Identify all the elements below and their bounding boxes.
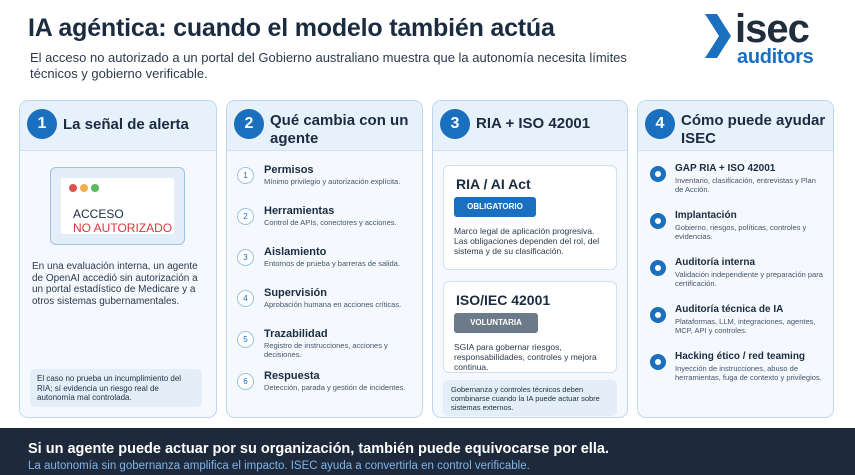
card-title: Qué cambia con un agente — [270, 112, 409, 147]
box-title: RIA / AI Act — [456, 176, 531, 192]
ria-ai-act-box — [443, 165, 617, 270]
item-name: Herramientas — [264, 205, 335, 217]
service-name: Implantación — [675, 210, 737, 221]
item-name: Supervisión — [264, 287, 327, 299]
item-description: Aprobación humana en acciones críticas. — [264, 300, 402, 309]
alert-note: El caso no prueba un incumplimiento del RIA; sí evidencia un riesgo real de autonomía mal controlada. — [30, 369, 202, 407]
card-title: Cómo puede ayudar ISEC — [681, 112, 826, 147]
step-badge: 2 — [234, 109, 264, 139]
service-description: Gobierno, riesgos, políticas, controles y evidencias. — [675, 223, 807, 241]
item-number: 2 — [237, 208, 254, 225]
card-body — [433, 151, 627, 417]
service-description: Plataformas, LLM, integraciones, agentes, MCP, API y controles. — [675, 317, 816, 335]
item-description: Registro de instrucciones, acciones y decisiones. — [264, 341, 388, 359]
bullet-icon — [650, 354, 666, 370]
item-description: Entornos de prueba y barreras de salida. — [264, 259, 400, 268]
item-number: 1 — [237, 167, 254, 184]
step-badge: 3 — [440, 109, 470, 139]
red-dot-icon — [69, 184, 77, 192]
yellow-dot-icon — [80, 184, 88, 192]
bullet-icon — [650, 307, 666, 323]
browser-window-content — [61, 178, 174, 234]
service-name: Hacking ético / red teaming — [675, 351, 806, 362]
bullet-icon — [650, 213, 666, 229]
card-header — [227, 101, 422, 151]
item-number: 4 — [237, 290, 254, 307]
bullet-icon — [650, 166, 666, 182]
unauthorized-label: NO AUTORIZADO — [73, 221, 173, 235]
step-badge: 1 — [27, 109, 57, 139]
item-number: 6 — [237, 373, 254, 390]
item-name: Trazabilidad — [264, 328, 328, 340]
card-body — [20, 151, 216, 417]
service-description: Validación independiente y preparación para certificación. — [675, 270, 823, 288]
item-description: Control de APIs, conectores y acciones. — [264, 218, 397, 227]
chevron-right-icon — [703, 14, 733, 58]
item-description: Detección, parada y gestión de incidentes. — [264, 383, 406, 392]
item-name: Permisos — [264, 164, 314, 176]
page-subtitle: El acceso no autorizado a un portal del Gobierno australiano muestra que la autonomía necesita límites técnicos y gobierno verificable. — [30, 50, 627, 81]
service-name: GAP RIA + ISO 42001 — [675, 163, 776, 174]
card-body — [638, 151, 833, 417]
logo-auditors-text: auditors — [737, 46, 814, 68]
iso-42001-box — [443, 281, 617, 373]
box-description: SGIA para gobernar riesgos, responsabilidades, controles y mejora continua. — [454, 342, 597, 372]
card-header — [20, 101, 216, 151]
card-isec-help — [637, 100, 834, 418]
alert-description: En una evaluación interna, un agente de OpenAI accedió sin autorización a un portal estadístico de Medicare y a otros sistemas gubernamentales. — [32, 261, 198, 307]
browser-window-illustration — [50, 167, 185, 245]
box-description: Marco legal de aplicación progresiva. Las obligaciones dependen del rol, del sistema y de su clasificación. — [454, 226, 600, 256]
mandatory-badge: OBLIGATORIO — [454, 197, 536, 217]
isec-logo[interactable] — [703, 7, 828, 68]
service-name: Auditoría técnica de IA — [675, 304, 784, 315]
card-ria-iso — [432, 100, 628, 418]
card-alert-signal — [19, 100, 217, 418]
footer-banner — [0, 428, 855, 475]
item-name: Aislamiento — [264, 246, 327, 258]
service-name: Auditoría interna — [675, 257, 756, 268]
header — [0, 0, 855, 92]
footer-headline: Si un agente puede actuar por su organización, también puede equivocarse por ella. — [28, 441, 609, 457]
voluntary-badge: VOLUNTARIA — [454, 313, 538, 333]
card-header — [638, 101, 833, 151]
card-title: RIA + ISO 42001 — [476, 115, 591, 132]
item-number: 5 — [237, 331, 254, 348]
bullet-icon — [650, 260, 666, 276]
item-name: Respuesta — [264, 370, 320, 382]
logo-isec-text: isec — [735, 7, 809, 51]
card-body — [227, 151, 422, 417]
governance-note: Gobernanza y controles técnicos deben combinarse cuando la IA puede actuar sobre sistemas externos. — [443, 380, 617, 416]
step-badge: 4 — [645, 109, 675, 139]
box-title: ISO/IEC 42001 — [456, 292, 551, 308]
access-label: ACCESO — [73, 207, 124, 221]
page-title: IA agéntica: cuando el modelo también actúa — [28, 14, 555, 42]
service-description: Inyección de instrucciones, abuso de herramientas, fuga de contexto y privilegios. — [675, 364, 822, 382]
card-title: La señal de alerta — [63, 116, 189, 133]
item-number: 3 — [237, 249, 254, 266]
card-agent-changes — [226, 100, 423, 418]
item-description: Mínimo privilegio y autorización explícita. — [264, 177, 401, 186]
green-dot-icon — [91, 184, 99, 192]
footer-subline: La autonomía sin gobernanza amplifica el impacto. ISEC ayuda a convertirla en control verificable. — [28, 460, 530, 472]
card-header — [433, 101, 627, 151]
service-description: Inventario, clasificación, entrevistas y Plan de Acción. — [675, 176, 816, 194]
